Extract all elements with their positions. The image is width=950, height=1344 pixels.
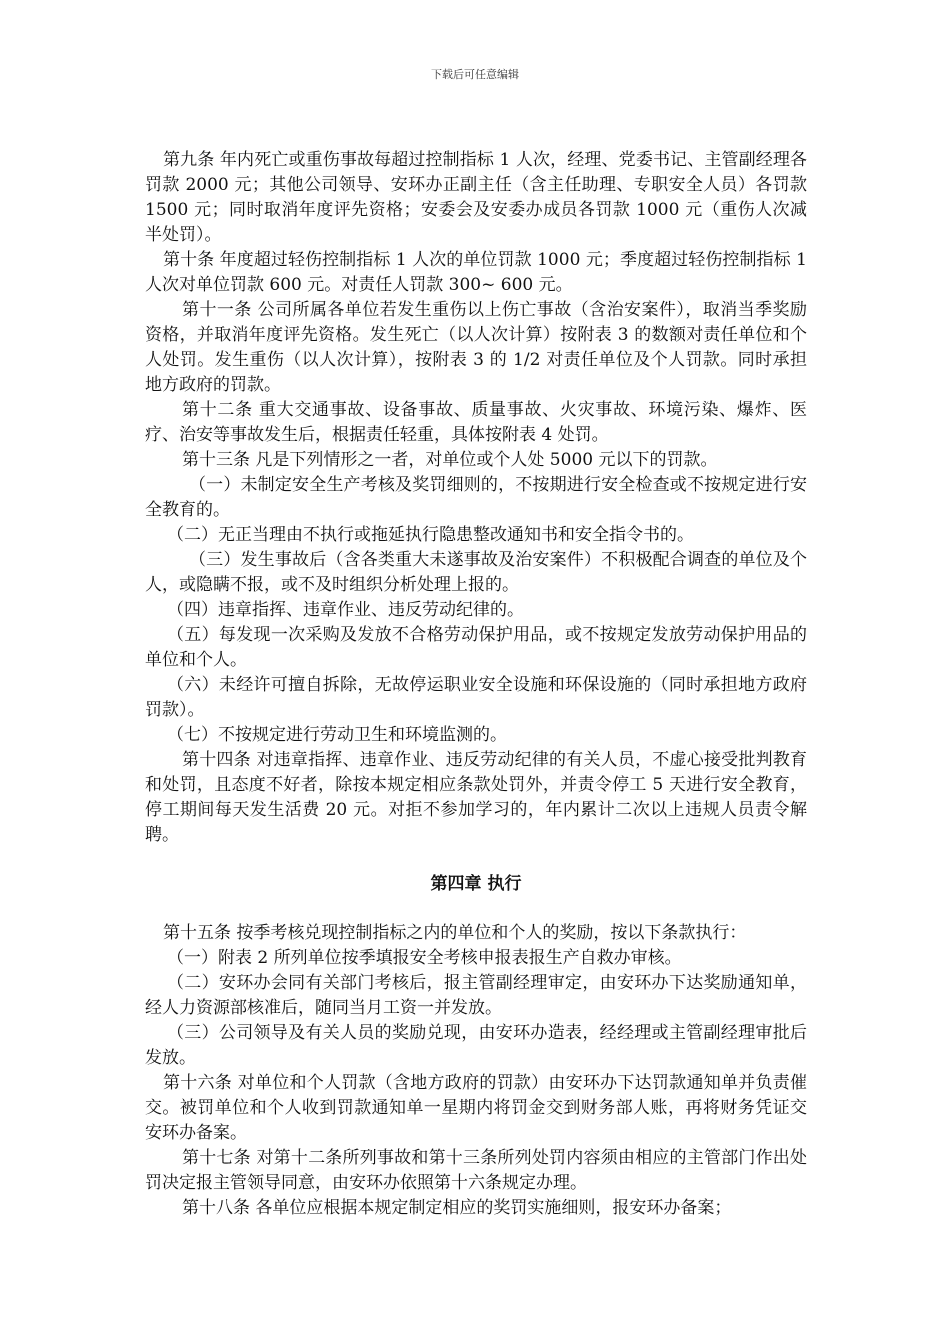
article-16: 第十六条 对单位和个人罚款（含地方政府的罚款）由安环办下达罚款通知单并负责催交。被罚单位和个人收到罚款通知单一星期内将罚金交到财务部人账，再将财务凭证交安环办备案。 xyxy=(145,1073,807,1143)
article-13-item-7: （七）不按规定进行劳动卫生和环境监测的。 xyxy=(167,725,507,745)
article-17: 第十七条 对第十二条所列事故和第十三条所列处罚内容须由相应的主管部门作出处罚决定报主管领导同意，由安环办依照第十六条规定办理。 xyxy=(145,1148,807,1193)
document-body xyxy=(145,148,807,1221)
article-13-item-1: （一）未制定安全生产考核及奖罚细则的，不按期进行安全检查或不按规定进行安全教育的。 xyxy=(145,475,807,520)
article-9: 第九条 年内死亡或重伤事故每超过控制指标 1 人次，经理、党委书记、主管副经理各罚款 2000 元；其他公司领导、安环办正副主任（含主任助理、专职安全人员）各罚款 1500 元；同时取消年度评先资格；安委会及安委办成员各罚款 1000 元（重伤人次减半处罚）。 xyxy=(145,150,807,245)
article-12: 第十二条 重大交通事故、设备事故、质量事故、火灾事故、环境污染、爆炸、医疗、治安等事故发生后，根据责任轻重，具体按附表 4 处罚。 xyxy=(145,400,807,445)
article-15-item-2: （二）安环办会同有关部门考核后，报主管副经理审定，由安环办下达奖励通知单，经人力资源部核准后，随同当月工资一并发放。 xyxy=(145,973,807,1018)
article-13: 第十三条 凡是下列情形之一者，对单位或个人处 5000 元以下的罚款。 xyxy=(182,450,718,470)
article-10: 第十条 年度超过轻伤控制指标 1 人次的单位罚款 1000 元；季度超过轻伤控制指标 1 人次对单位罚款 600 元。对责任人罚款 300~ 600 元。 xyxy=(145,250,807,295)
article-15: 第十五条 按季考核兑现控制指标之内的单位和个人的奖励，按以下条款执行： xyxy=(163,923,747,943)
article-13-item-2: （二）无正当理由不执行或拖延执行隐患整改通知书和安全指令书的。 xyxy=(167,525,694,545)
article-15-item-1: （一）附表 2 所列单位按季填报安全考核申报表报生产自救办审核。 xyxy=(167,948,682,968)
page-header: 下载后可任意编辑 xyxy=(431,68,519,81)
article-13-item-4: （四）违章指挥、违章作业、违反劳动纪律的。 xyxy=(167,600,524,620)
article-11: 第十一条 公司所属各单位若发生重伤以上伤亡事故（含治安案件），取消当季奖励资格，并取消年度评先资格。发生死亡（以人次计算）按附表 3 的数额对责任单位和个人处罚。发生重伤（以人次计算），按附表 3 的 1/2 对责任单位及个人罚款。同时承担地方政府的罚款。 xyxy=(145,300,807,395)
article-15-item-3: （三）公司领导及有关人员的奖励兑现，由安环办造表，经经理或主管副经理审批后发放。 xyxy=(145,1023,807,1068)
article-13-item-5: （五）每发现一次采购及发放不合格劳动保护用品，或不按规定发放劳动保护用品的单位和个人。 xyxy=(145,625,807,670)
article-13-item-3: （三）发生事故后（含各类重大未遂事故及治安案件）不积极配合调查的单位及个人，或隐瞒不报，或不及时组织分析处理上报的。 xyxy=(145,550,807,595)
article-18: 第十八条 各单位应根据本规定制定相应的奖罚实施细则，报安环办备案； xyxy=(182,1198,732,1218)
chapter-title: 第四章 执行 xyxy=(430,874,522,894)
article-13-item-6: （六）未经许可擅自拆除，无故停运职业安全设施和环保设施的（同时承担地方政府罚款）。 xyxy=(145,675,807,720)
article-14: 第十四条 对违章指挥、违章作业、违反劳动纪律的有关人员，不虚心接受批判教育和处罚，且态度不好者，除按本规定相应条款处罚外，并责令停工 5 天进行安全教育，停工期间每天发生活费 20 元。对拒不参加学习的，年内累计二次以上违规人员责令解聘。 xyxy=(145,750,807,845)
